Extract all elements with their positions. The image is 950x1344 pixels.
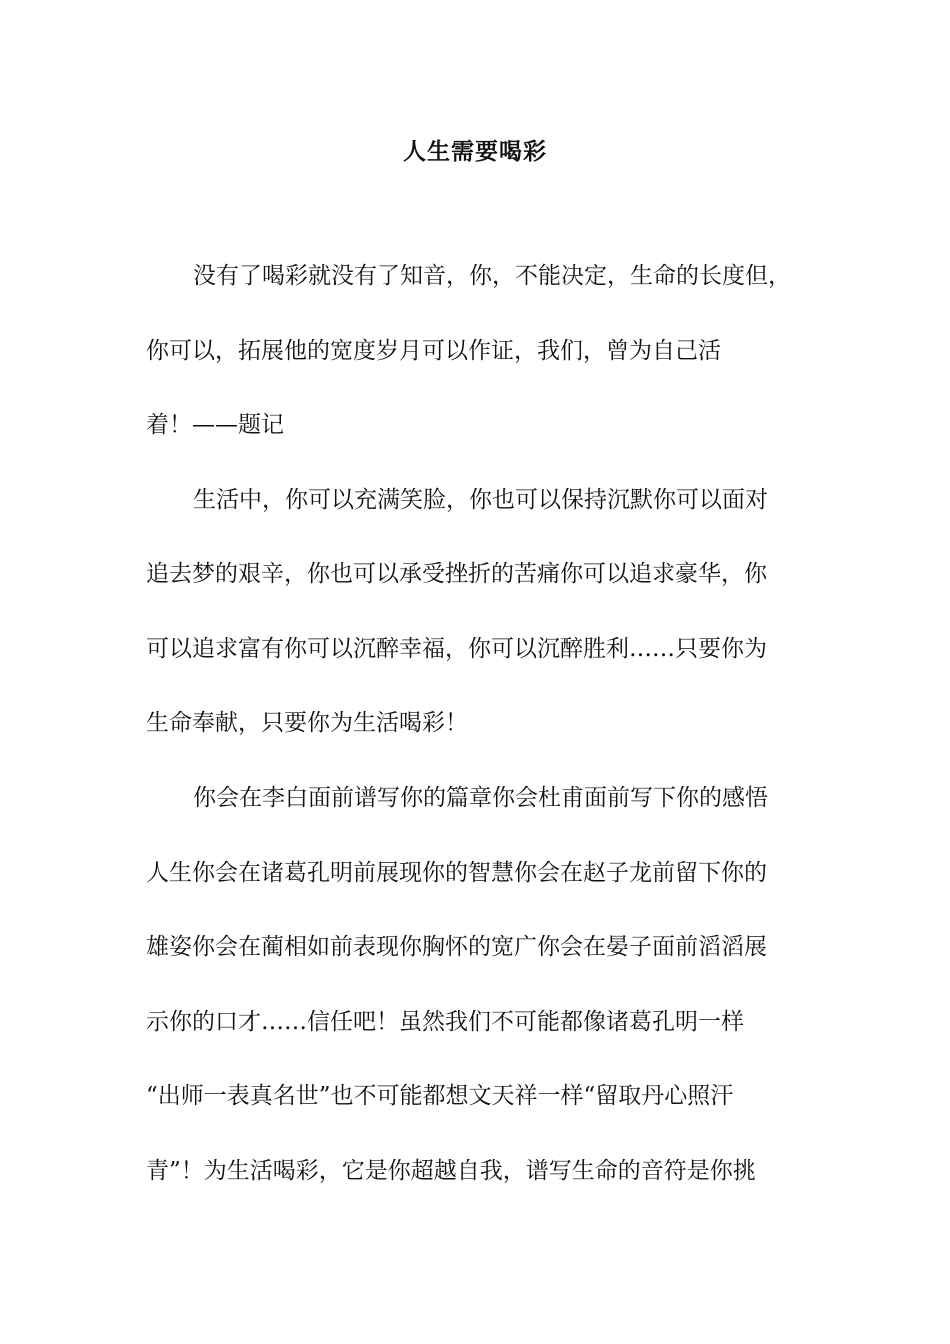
paragraph-line: 人生你会在诸葛孔明前展现你的智慧你会在赵子龙前留下你的 xyxy=(146,860,767,886)
paragraph-line: 你可以，拓展他的宽度岁月可以作证，我们，曾为自己活 xyxy=(146,338,721,364)
paragraph-line: 雄姿你会在蔺相如前表现你胸怀的宽广你会在晏子面前滔滔展 xyxy=(146,934,767,960)
paragraph-line: 示你的口才……信任吧！虽然我们不可能都像诸葛孔明一样 xyxy=(146,1009,744,1035)
paragraph-line: 着！——题记 xyxy=(146,412,284,438)
paragraph-line: 追去梦的艰辛，你也可以承受挫折的苦痛你可以追求豪华，你 xyxy=(146,561,767,587)
paragraph-line: 可以追求富有你可以沉醉幸福，你可以沉醉胜利……只要你为 xyxy=(146,636,767,662)
paragraph-line: 你会在李白面前谱写你的篇章你会杜甫面前写下你的感悟 xyxy=(193,785,768,811)
document-title: 人生需要喝彩 xyxy=(403,138,547,165)
paragraph-line: 生活中，你可以充满笑脸，你也可以保持沉默你可以面对 xyxy=(193,487,768,513)
paragraph-line: “出师一表真名世”也不可能都想文天祥一样“留取丹心照汗 xyxy=(146,1083,734,1109)
paragraph-line: 没有了喝彩就没有了知音，你，不能决定，生命的长度但， xyxy=(193,263,791,289)
paragraph-line: 青”！为生活喝彩，它是你超越自我，谱写生命的音符是你挑 xyxy=(146,1158,756,1184)
paragraph-line: 生命奉献，只要你为生活喝彩！ xyxy=(146,710,468,736)
